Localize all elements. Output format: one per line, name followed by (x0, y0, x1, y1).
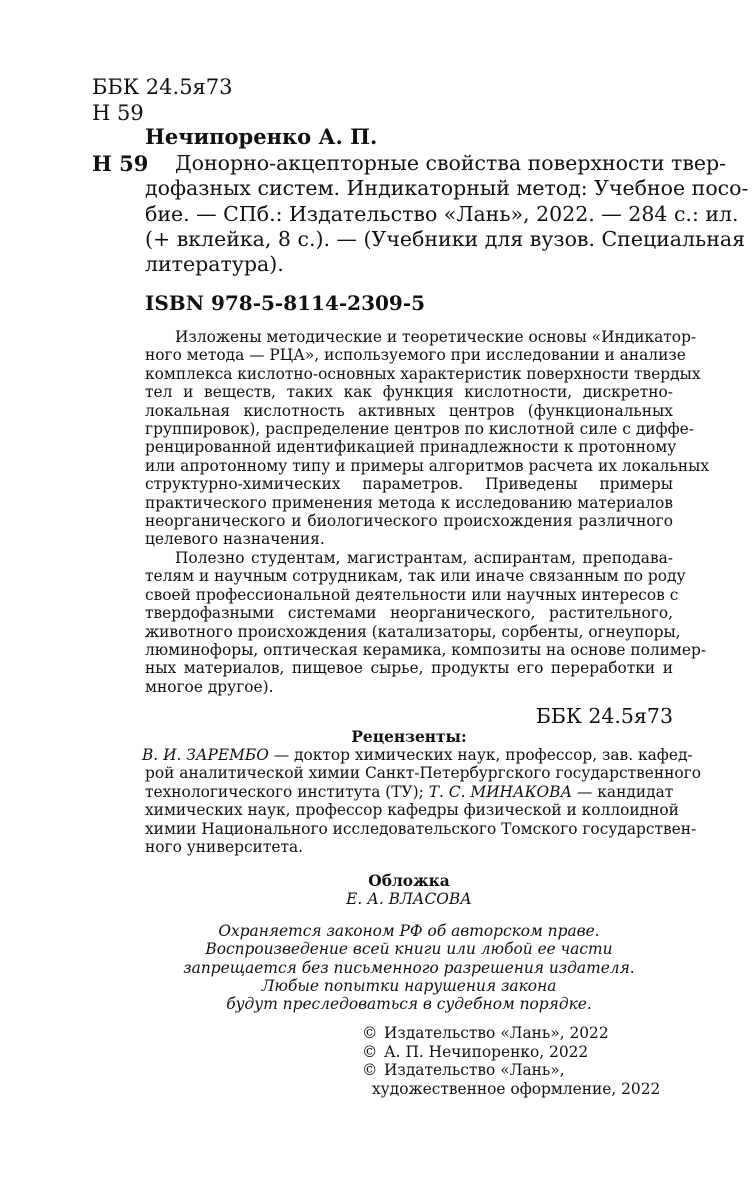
copyright-holder: Издательство «Лань», 2022 (384, 1024, 609, 1042)
notice-line: будут преследоваться в судебном порядке. (226, 995, 592, 1014)
bibliographic-description (145, 151, 749, 277)
notice-line: Воспроизведение всей книги или любой ее части (205, 940, 613, 959)
reviewers-line: химии Национального исследовательского Томского государствен- (145, 819, 697, 838)
biblio-line: дофазных систем. Индикаторный метод: Учебное посо- (145, 176, 749, 201)
copyright-line (362, 1043, 682, 1062)
copyright-line: художественное оформление, 2022 (372, 1079, 661, 1098)
audience-line: Полезно студентам, магистрантам, аспирантам, преподава- (175, 548, 673, 567)
audience-line: твердофазными системами неорганического, растительного, (145, 604, 673, 623)
audience-line: телям и научным сотрудникам, так или иначе связанным по роду (145, 567, 686, 586)
biblio-line: литература). (145, 252, 284, 277)
reviewers-line (145, 783, 673, 801)
abstract-line: целевого назначения. (145, 530, 325, 549)
biblio-line: бие. — СПб.: Издательство «Лань», 2022. — 284 с.: ил. (145, 201, 739, 226)
reviewer-desc: технологического института (ТУ); (145, 782, 429, 801)
copyright-line (362, 1061, 682, 1080)
notice-line: Охраняется законом РФ об авторском праве. (218, 922, 600, 940)
abstract-line: локальная кислотность активных центров (функциональных (145, 401, 673, 420)
biblio-line: Донорно-акцепторные свойства поверхности твер- (175, 151, 727, 175)
reviewers-text (142, 746, 701, 857)
abstract-line: комплекса кислотно-основных характеристик поверхности твердых (145, 364, 701, 383)
cover-title: Обложка (368, 872, 450, 890)
audience-line: многое другое). (145, 677, 274, 696)
audience-line: ных материалов, пищевое сырье, продукты его переработки и (145, 659, 673, 678)
reviewers-line: рой аналитической химии Санкт-Петербургского государственного (145, 764, 701, 783)
reviewer-desc: — кандидат (572, 782, 674, 801)
reviewers-title: Рецензенты: (351, 728, 467, 746)
reviewers-line (142, 746, 693, 764)
abstract-line: практического применения метода к исследованию материалов (145, 493, 673, 512)
copyright-icon: © (362, 1042, 378, 1061)
copyright-notice (145, 922, 673, 1013)
reviewer-name: Т. С. МИНАКОВА (428, 782, 573, 801)
abstract-line: ного метода — РЦА», используемого при исследовании и анализе (145, 346, 686, 365)
abstract-line: неорганического и биологического происхождения различного (145, 512, 673, 531)
copyright-holders (362, 1024, 682, 1098)
author-name: Нечипоренко А. П. (145, 124, 378, 149)
copyright-line (362, 1024, 682, 1043)
audience-line: люминофоры, оптическая керамика, композиты на основе полимер- (145, 640, 707, 659)
abstract-line: тел и веществ, таких как функция кислотности, дискретно- (145, 383, 673, 402)
copyright-icon: © (362, 1024, 378, 1042)
abstract-line: ренцированной идентификацией принадлежности к протонному (145, 438, 677, 457)
bbk-classification-top: ББК 24.5я73 (92, 75, 233, 99)
abstract (145, 328, 710, 696)
abstract-line: Изложены методические и теоретические основы «Индикатор- (175, 328, 697, 346)
biblio-line: (+ вклейка, 8 с.). — (Учебники для вузов. Специальная (145, 226, 746, 251)
reviewer-name: В. И. ЗАРЕМБО (142, 746, 269, 764)
abstract-line: или апротонному типу и примеры алгоритмов расчета их локальных (145, 456, 710, 475)
audience-line: своей профессиональной деятельности или научных интересов с (145, 585, 679, 604)
author-sign-bold: Н 59 (92, 151, 149, 176)
isbn: ISBN 978-5-8114-2309-5 (145, 291, 426, 315)
bbk-classification-bottom: ББК 24.5я73 (535, 704, 673, 728)
notice-line: Любые попытки нарушения закона (261, 976, 557, 995)
notice-line: запрещается без письменного разрешения издателя. (183, 958, 635, 977)
copyright-icon: © (362, 1061, 378, 1080)
reviewers-line: химических наук, профессор кафедры физической и коллоидной (145, 801, 679, 820)
copyright-holder: Издательство «Лань», (384, 1061, 565, 1080)
author-sign-top: Н 59 (92, 101, 144, 125)
abstract-line: группировок), распределение центров по кислотной силе с диффе- (145, 420, 694, 439)
reviewer-desc: — доктор химических наук, профессор, зав. кафед- (268, 746, 693, 764)
copyright-holder: А. П. Нечипоренко, 2022 (384, 1042, 589, 1061)
reviewers-line: ного университета. (145, 838, 304, 857)
cover-designer: Е. А. ВЛАСОВА (346, 890, 472, 908)
abstract-line: структурно-химических параметров. Приведены примеры (145, 475, 673, 494)
audience-line: животного происхождения (катализаторы, сорбенты, огнеупоры, (145, 622, 681, 641)
